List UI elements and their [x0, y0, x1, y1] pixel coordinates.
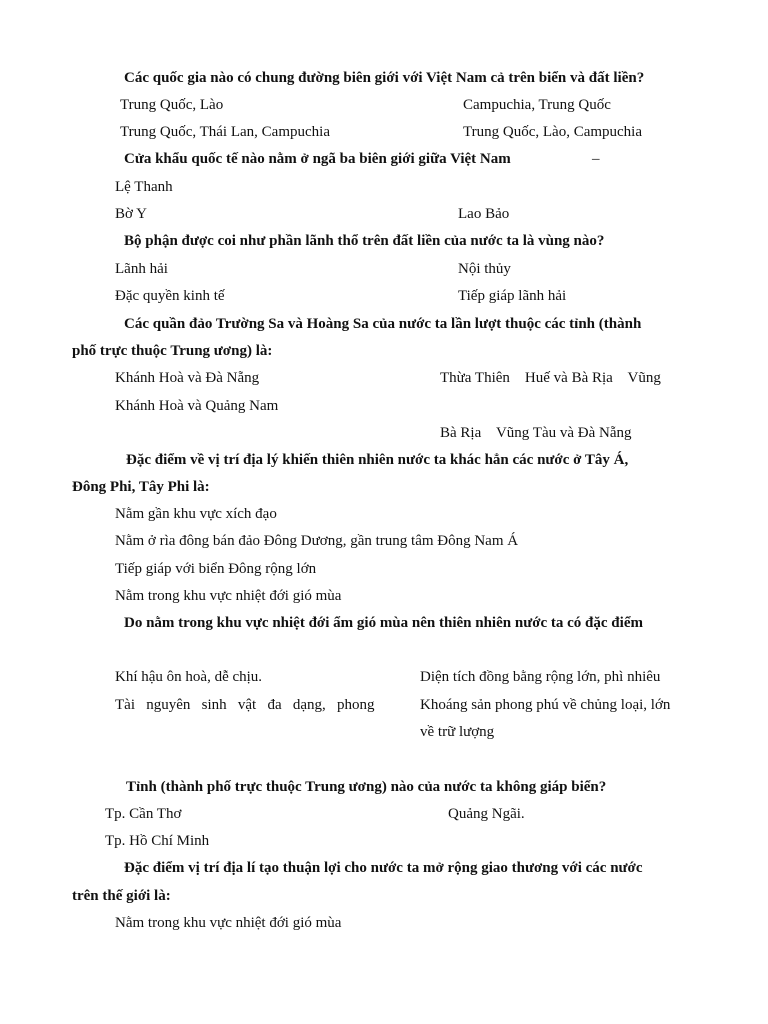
question-4-text-line2: phố trực thuộc Trung ương) là: [72, 343, 273, 359]
question-8-option-a: Nằm trong khu vực nhiệt đới gió mùa [115, 915, 342, 931]
question-6-option-c: Tài nguyên sinh vật đa dạng, phong [115, 697, 375, 713]
question-5-option-b: Nằm ở rìa đông bán đảo Đông Dương, gần trung tâm Đông Nam Á [115, 533, 519, 549]
question-7-option-c: Tp. Hồ Chí Minh [105, 833, 210, 849]
question-6-option-a: Khí hậu ôn hoà, dễ chịu. [115, 669, 263, 685]
question-7-option-b: Quảng Ngãi. [448, 806, 525, 822]
question-1-option-a: Trung Quốc, Lào [120, 97, 224, 113]
question-8-text-line1: Đặc điểm vị trí địa lí tạo thuận lợi cho nước ta mở rộng giao thương với các nước [124, 860, 643, 876]
question-5-option-c: Tiếp giáp với biển Đông rộng lớn [115, 561, 317, 577]
question-1-option-c: Trung Quốc, Thái Lan, Campuchia [120, 124, 330, 140]
question-5-option-a: Nằm gần khu vực xích đạo [115, 506, 277, 522]
question-5-text-line2: Đông Phi, Tây Phi là: [72, 479, 210, 495]
question-3-option-d: Tiếp giáp lãnh hải [458, 288, 567, 304]
question-8-text-line2: trên thế giới là: [72, 888, 171, 904]
question-4-text-line1: Các quần đảo Trường Sa và Hoàng Sa của nước ta lần lượt thuộc các tỉnh (thành [124, 316, 642, 332]
question-1-option-d: Trung Quốc, Lào, Campuchia [463, 124, 643, 140]
question-4-option-b: Thừa Thiên Huế và Bà Rịa Vũng [440, 370, 661, 386]
question-3-option-a: Lãnh hải [115, 261, 168, 277]
question-4-option-d: Bà Rịa Vũng Tàu và Đà Nẵng [440, 425, 632, 441]
question-2-option-b: Bờ Y [115, 206, 147, 222]
question-2-option-c: Lao Bảo [458, 206, 510, 222]
question-7-text: Tỉnh (thành phố trực thuộc Trung ương) nào của nước ta không giáp biển? [126, 779, 607, 795]
question-3-text: Bộ phận được coi như phần lãnh thổ trên đất liền của nước ta là vùng nào? [124, 233, 605, 249]
question-1-option-b: Campuchia, Trung Quốc [463, 97, 611, 113]
question-2-option-a: Lệ Thanh [115, 179, 173, 195]
question-3-option-c: Đặc quyền kinh tế [115, 288, 225, 304]
question-4-option-c: Khánh Hoà và Quảng Nam [115, 398, 279, 414]
question-5-option-d: Nằm trong khu vực nhiệt đới gió mùa [115, 588, 342, 604]
question-7-option-a: Tp. Cần Thơ [105, 806, 182, 822]
question-1-text: Các quốc gia nào có chung đường biên giới với Việt Nam cả trên biển và đất liền? [124, 70, 645, 86]
question-6-text: Do nằm trong khu vực nhiệt đới ẩm gió mùa nên thiên nhiên nước ta có đặc điểm [124, 615, 643, 631]
question-2-dash: – [592, 151, 600, 167]
question-2-text: Cửa khẩu quốc tế nào nằm ở ngã ba biên giới giữa Việt Nam [124, 151, 511, 167]
question-6-option-d: Khoáng sản phong phú về chủng loại, lớn [420, 697, 671, 713]
question-3-option-b: Nội thủy [458, 261, 511, 277]
question-5-text-line1: Đặc điểm về vị trí địa lý khiến thiên nhiên nước ta khác hẳn các nước ở Tây Á, [126, 452, 629, 468]
question-4-option-a: Khánh Hoà và Đà Nẵng [115, 370, 260, 386]
question-6-option-d-continuation: về trữ lượng [420, 724, 495, 740]
question-6-option-b: Diện tích đồng bằng rộng lớn, phì nhiêu [420, 669, 661, 685]
